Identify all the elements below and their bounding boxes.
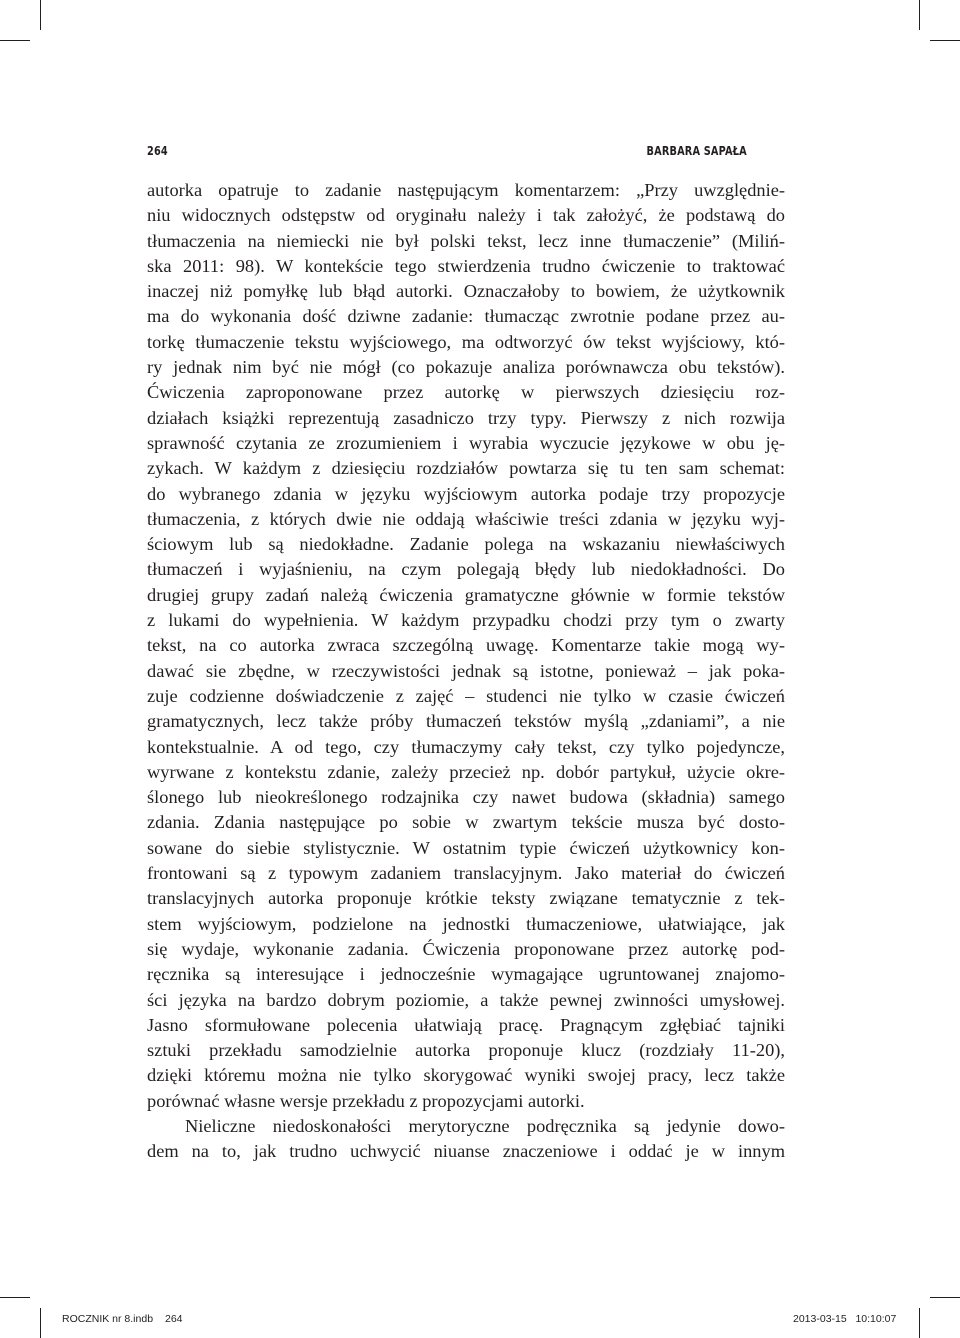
crop-mark-top-left-horizontal bbox=[0, 40, 30, 41]
text-line: torkę tłumaczenie tekstu wyjściowego, ma odtworzyć ów tekst wyjściowy, któ- bbox=[147, 331, 785, 352]
text-line: zykach. W każdym z dziesięciu rozdziałów powtarza się tu ten sam schemat: bbox=[147, 458, 785, 479]
text-line: zdania. Zdania następujące po sobie w zwartym tekście musza być dosto- bbox=[147, 812, 785, 833]
text-line: dawać sie zbędne, w rzeczywistości jednak są istotne, ponieważ – jak poka- bbox=[147, 660, 785, 681]
crop-mark-top-right-horizontal bbox=[930, 40, 960, 41]
text-line: tłumaczenia na niemiecki nie był polski tekst, lecz inne tłumaczenie” (Miliń- bbox=[147, 230, 785, 251]
text-line: do wybranego zdania w języku wyjściowym autorka podaje trzy propozycje bbox=[147, 483, 785, 504]
crop-mark-top-left bbox=[40, 0, 41, 30]
slug-datetime: 2013-03-15 10:10:07 bbox=[793, 1313, 897, 1325]
text-line: ry jednak nim być nie mógł (co pokazuje analiza porównawcza obu tekstów). bbox=[147, 357, 785, 378]
text-line: ślonego lub nieokreślonego rodzajnika czy nawet budowa (składnia) samego bbox=[147, 787, 785, 808]
text-line: ręcznika są interesujące i jednocześnie wymagające ugruntowanej znajomo- bbox=[147, 964, 785, 985]
text-line: się wydaje, wykonanie zadania. Ćwiczenia proponowane przez autorkę pod- bbox=[147, 938, 785, 959]
text-line: inaczej niż pomyłkę lub błąd autorki. Oznaczałoby to bowiem, że użytkownik bbox=[147, 281, 785, 302]
text-line: stem wyjściowym, podzielone na jednostki tłumaczeniowe, ułatwiające, jak bbox=[147, 913, 785, 934]
crop-mark-bottom-right-horizontal bbox=[930, 1297, 960, 1298]
text-line: działach książki reprezentują zasadniczo trzy typy. Pierwszy z nich rozwija bbox=[147, 407, 785, 428]
text-line: ściowym lub są niedokładne. Zadanie polega na wskazaniu niewłaściwych bbox=[147, 534, 785, 555]
text-line: drugiej grupy zadań należą ćwiczenia gramatyczne głównie w formie tekstów bbox=[147, 584, 785, 605]
text-line: tłumaczenia, z których dwie nie oddają właściwie treści zdania w języku wyj- bbox=[147, 508, 785, 529]
text-line: wyrwane z kontekstu zdanie, zależy przecież np. dobór partykuł, użycie okre- bbox=[147, 761, 785, 782]
text-line: ma do wykonania dość dziwne zadanie: tłumacząc zwrotnie podane przez au- bbox=[147, 306, 785, 327]
running-head bbox=[147, 143, 747, 161]
text-line: Jasno sformułowane polecenia ułatwiają pracę. Pragnącym zgłębiać tajniki bbox=[147, 1014, 785, 1035]
text-line: dzięki któremu można nie tylko skorygować wyniki swojej pracy, lecz także bbox=[147, 1065, 785, 1086]
text-line: sztuki przekładu samodzielnie autorka proponuje klucz (rozdziały 11-20), bbox=[147, 1040, 785, 1061]
text-line: sprawność czytania ze zrozumieniem i wyrabia wyczucie językowe w obu ję- bbox=[147, 432, 785, 453]
text-line: frontowani są z typowym zadaniem translacyjnym. Jako materiał do ćwiczeń bbox=[147, 863, 785, 884]
text-line: Nieliczne niedoskonałości merytoryczne podręcznika są jedynie dowo- bbox=[185, 1115, 785, 1136]
text-line: dem na to, jak trudno uchwycić niuanse znaczeniowe i oddać je w innym bbox=[147, 1141, 785, 1162]
text-line: zuje codzienne doświadczenie z zajęć – studenci nie tylko w czasie ćwiczeń bbox=[147, 685, 785, 706]
page-number: 264 bbox=[147, 143, 168, 158]
text-line: z lukami do wypełnienia. W każdym przypadku chodzi przy tym o zwarty bbox=[147, 610, 785, 631]
crop-mark-bottom-left-horizontal bbox=[0, 1297, 30, 1298]
text-line: kontekstualnie. A od tego, czy tłumaczymy cały tekst, czy tylko pojedyncze, bbox=[147, 736, 785, 757]
running-head-author: BARBARA SAPAŁA bbox=[646, 143, 747, 158]
text-line: porównać własne wersje przekładu z propozycjami autorki. bbox=[147, 1090, 585, 1111]
crop-mark-top-right bbox=[919, 0, 920, 30]
text-line: translacyjnych autorka proponuje krótkie teksty związane tematycznie z tek- bbox=[147, 888, 785, 909]
slug-page-number: 264 bbox=[165, 1313, 183, 1325]
text-line: sowane do siebie stylistycznie. W ostatnim typie ćwiczeń użytkownicy kon- bbox=[147, 837, 785, 858]
text-line: ści języka na bardzo dobrym poziomie, a także pewnej zwinności umysłowej. bbox=[147, 989, 785, 1010]
text-line: autorka opatruje to zadanie następującym komentarzem: „Przy uwzględnie- bbox=[147, 180, 785, 200]
text-line: tłumaczeń i wyjaśnieniu, na czym polegają błędy lub niedokładności. Do bbox=[147, 559, 785, 580]
crop-mark-bottom-left bbox=[40, 1308, 41, 1338]
text-line: niu widocznych odstępstw od oryginału należy i tak założyć, że podstawą do bbox=[147, 205, 785, 226]
text-line: tekst, na co autorka zwraca szczególną uwagę. Komentarze takie mogą wy- bbox=[147, 635, 785, 656]
crop-mark-bottom-right bbox=[919, 1308, 920, 1338]
body-text bbox=[147, 178, 785, 1165]
text-line: gramatycznych, lecz także próby tłumaczeń tekstów myślą „zdaniami”, a nie bbox=[147, 711, 785, 732]
slug-filename: ROCZNIK nr 8.indb bbox=[62, 1313, 154, 1325]
text-line: ska 2011: 98). W kontekście tego stwierdzenia trudno ćwiczenie to traktować bbox=[147, 255, 785, 276]
text-line: Ćwiczenia zaproponowane przez autorkę w pierwszych dziesięciu roz- bbox=[147, 382, 785, 403]
